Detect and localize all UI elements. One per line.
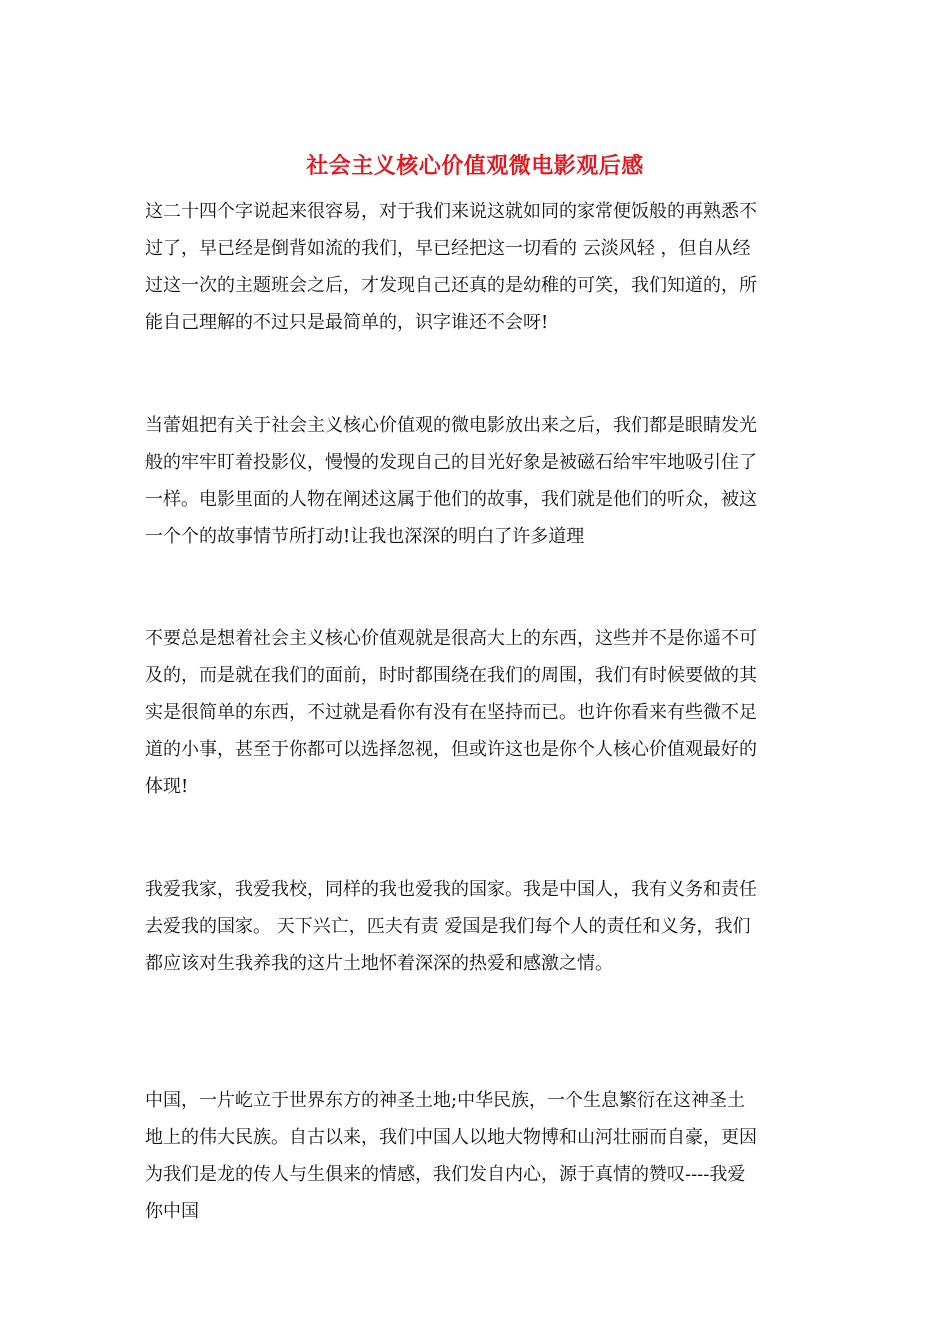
paragraph-line: 实是很简单的东西，不过就是看你有没有在坚持而已。也许你看来有些微不足: [145, 702, 757, 723]
paragraph-line: 及的，而是就在我们的面前，时时都围绕在我们的周围，我们有时候要做的其: [145, 665, 757, 686]
paragraph-line: 能自己理解的不过只是最简单的，识字谁还不会呀!: [145, 312, 549, 333]
paragraph-line: 道的小事，甚至于你都可以选择忽视，但或许这也是你个人核心价值观最好的: [145, 739, 757, 760]
paragraph-line: 为我们是龙的传人与生俱来的情感，我们发自内心，源于真情的赞叹----我爱: [145, 1164, 746, 1185]
paragraph-3: [145, 620, 805, 805]
paragraph-line: 我爱我家，我爱我校，同样的我也爱我的国家。我是中国人，我有义务和责任: [145, 879, 757, 900]
paragraph-line: 你中国: [145, 1201, 199, 1222]
document-title: 社会主义核心价值观微电影观后感: [306, 153, 644, 179]
paragraph-line: 中国，一片屹立于世界东方的神圣土地;中华民族，一个生息繁衍在这神圣土: [145, 1090, 746, 1111]
paragraph-1: [145, 193, 805, 341]
paragraph-line: 不要总是想着社会主义核心价值观就是很高大上的东西，这些并不是你遥不可: [145, 628, 757, 649]
paragraph-line: 当蕾姐把有关于社会主义核心价值观的微电影放出来之后，我们都是眼睛发光: [145, 415, 757, 436]
paragraph-5: [145, 1082, 805, 1230]
paragraph-line: 一个个的故事情节所打动!让我也深深的明白了许多道理: [145, 526, 585, 547]
paragraph-line: 过这一次的主题班会之后，才发现自己还真的是幼稚的可笑，我们知道的，所: [145, 275, 757, 296]
paragraph-2: [145, 407, 805, 555]
paragraph-line: 过了，早已经是倒背如流的我们，早已经把这一切看的 云淡风轻 ，但自从经: [145, 238, 751, 259]
paragraph-line: 去爱我的国家。 天下兴亡，匹夫有责 爱国是我们每个人的责任和义务，我们: [145, 916, 751, 937]
paragraph-4: [145, 871, 805, 982]
paragraph-line: 地上的伟大民族。自古以来，我们中国人以地大物博和山河壮丽而自豪，更因: [145, 1127, 757, 1148]
paragraph-line: 都应该对生我养我的这片土地怀着深深的热爱和感激之情。: [145, 953, 613, 974]
paragraph-line: 这二十四个字说起来很容易，对于我们来说这就如同的家常便饭般的再熟悉不: [145, 201, 757, 222]
paragraph-line: 般的牢牢盯着投影仪，慢慢的发现自己的目光好象是被磁石给牢牢地吸引住了: [145, 452, 757, 473]
paragraph-line: 一样。电影里面的人物在阐述这属于他们的故事，我们就是他们的听众，被这: [145, 489, 757, 510]
paragraph-line: 体现!: [145, 776, 189, 797]
